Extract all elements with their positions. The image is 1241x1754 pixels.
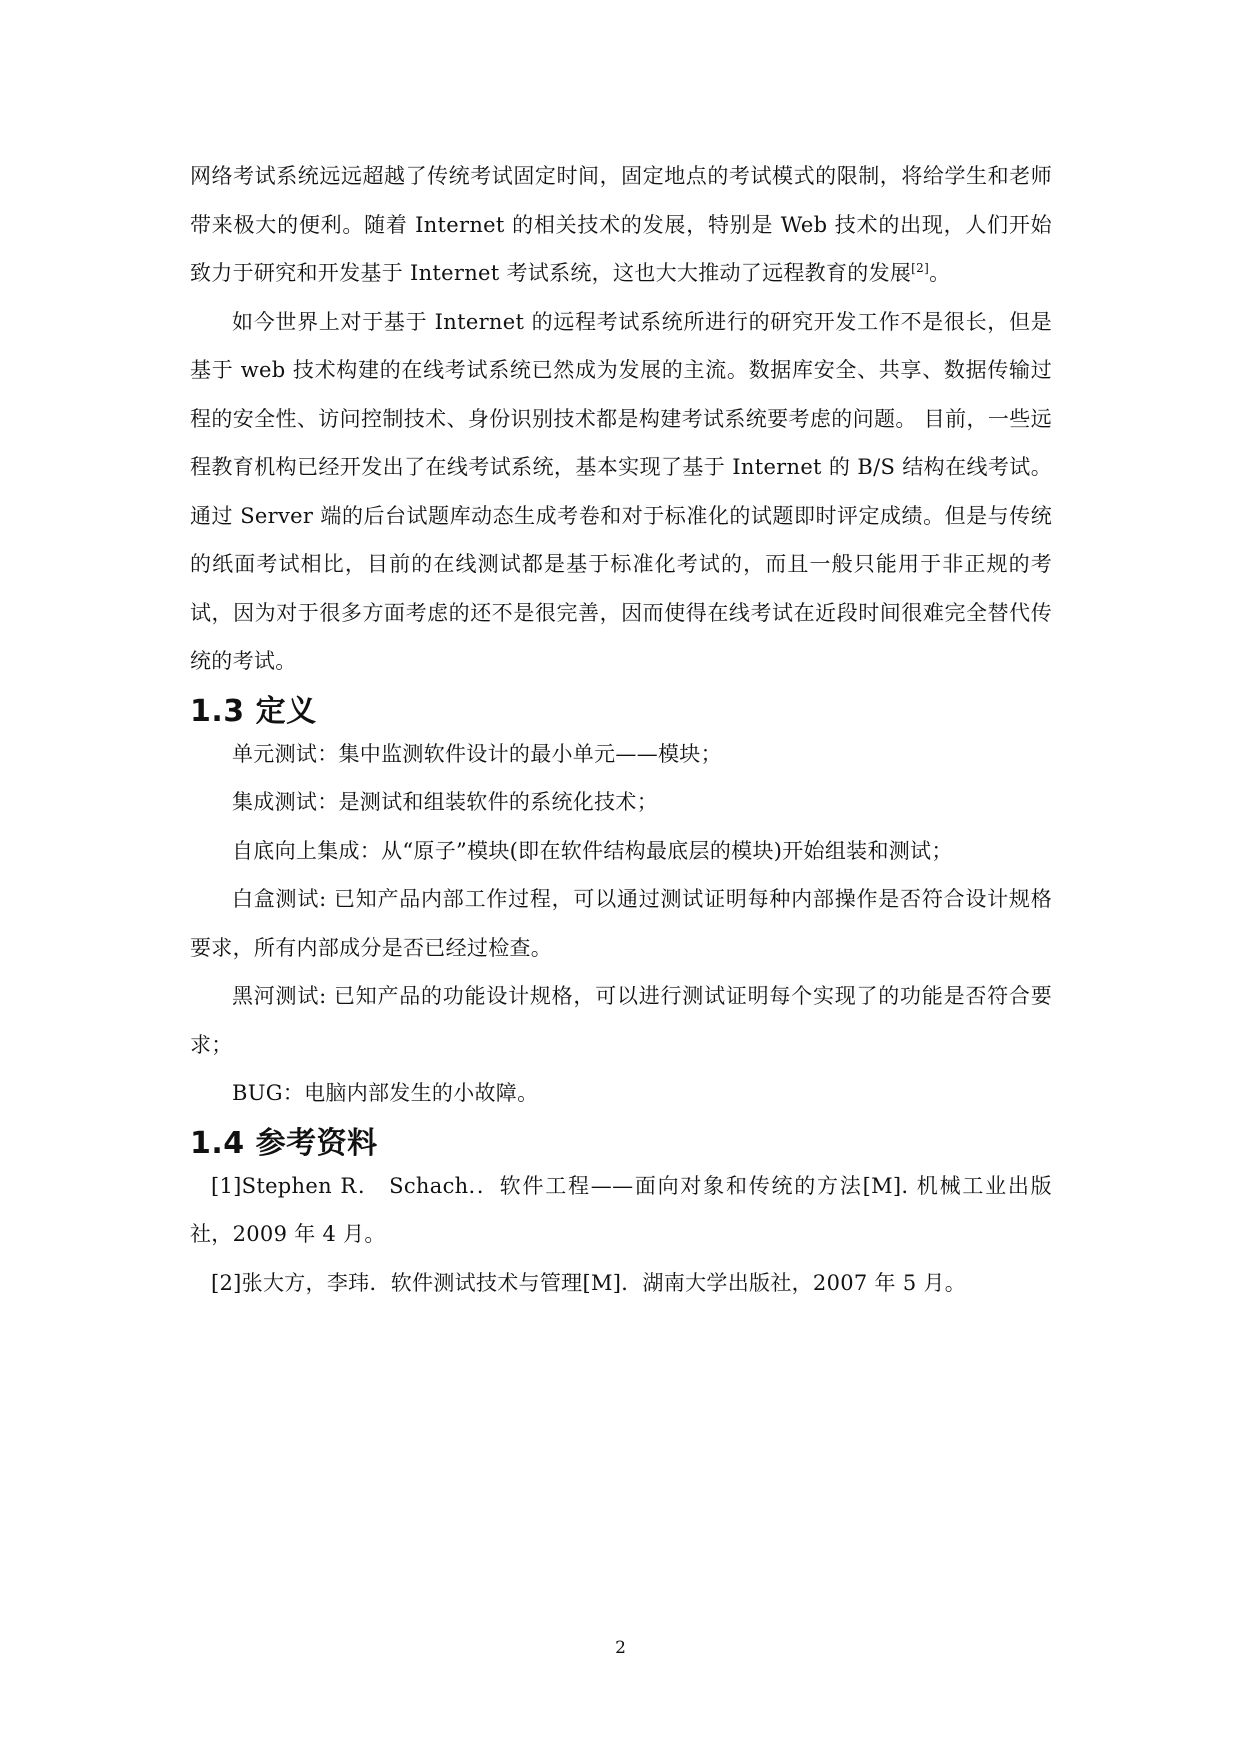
reference-item: [1]Stephen R． Schach.．软件工程——面向对象和传统的方法[M]. 机械工业出版社，2009 年 4 月。 — [190, 1173, 1052, 1246]
intro-paragraph-1-end: 。 — [929, 261, 951, 285]
page-content — [190, 152, 1052, 1307]
page-number: 2 — [615, 1638, 626, 1658]
intro-paragraph-1-text: 网络考试系统远远超越了传统考试固定时间，固定地点的考试模式的限制，将给学生和老师带来极大的便利。随着 Internet 的相关技术的发展，特别是 Web 技术的出现，人们开始致力于研究和开发基于 Internet 考试系统，这也大大推动了远程教育的发展 — [190, 164, 1052, 285]
definition-item: 单元测试：集中监测软件设计的最小单元——模块； — [232, 741, 722, 766]
definition-item: 白盒测试: 已知产品内部工作过程，可以通过测试证明每种内部操作是否符合设计规格要求，所有内部成分是否已经过检查。 — [190, 887, 1052, 960]
reference-item: [2]张大方，李玮．软件测试技术与管理[M]．湖南大学出版社，2007 年 5 月。 — [211, 1270, 967, 1295]
definition-item: BUG：电脑内部发生的小故障。 — [232, 1081, 539, 1105]
section-heading-definitions: 1.3 定义 — [190, 693, 317, 729]
definition-item: 集成测试：是测试和组装软件的系统化技术； — [232, 790, 658, 814]
definition-item: 自底向上集成：从“原子”模块(即在软件结构最底层的模块)开始组装和测试； — [232, 838, 953, 863]
intro-paragraph-1 — [190, 152, 1052, 298]
citation-marker: [2] — [911, 261, 930, 275]
definition-item: 黑河测试: 已知产品的功能设计规格，可以进行测试证明每个实现了的功能是否符合要求； — [190, 984, 1052, 1057]
intro-paragraph-2: 如今世界上对于基于 Internet 的远程考试系统所进行的研究开发工作不是很长，但是基于 web 技术构建的在线考试系统已然成为发展的主流。数据库安全、共享、数据传输过程的安全性、访问控制技术、身份识别技术都是构建考试系统要考虑的问题。 目前，一些远程教育机构已经开发出了在线考试系统，基本实现了基于 Internet 的 B/S 结构在线考试。通过 Server 端的后台试题库动态生成考卷和对于标准化的试题即时评定成绩。但是与传统的纸面考试相比，目前的在线测试都是基于标准化考试的，而且一般只能用于非正规的考试，因为对于很多方面考虑的还不是很完善，因而使得在线考试在近段时间很难完全替代传统的考试。 — [190, 309, 1052, 673]
section-heading-references: 1.4 参考资料 — [190, 1125, 378, 1161]
